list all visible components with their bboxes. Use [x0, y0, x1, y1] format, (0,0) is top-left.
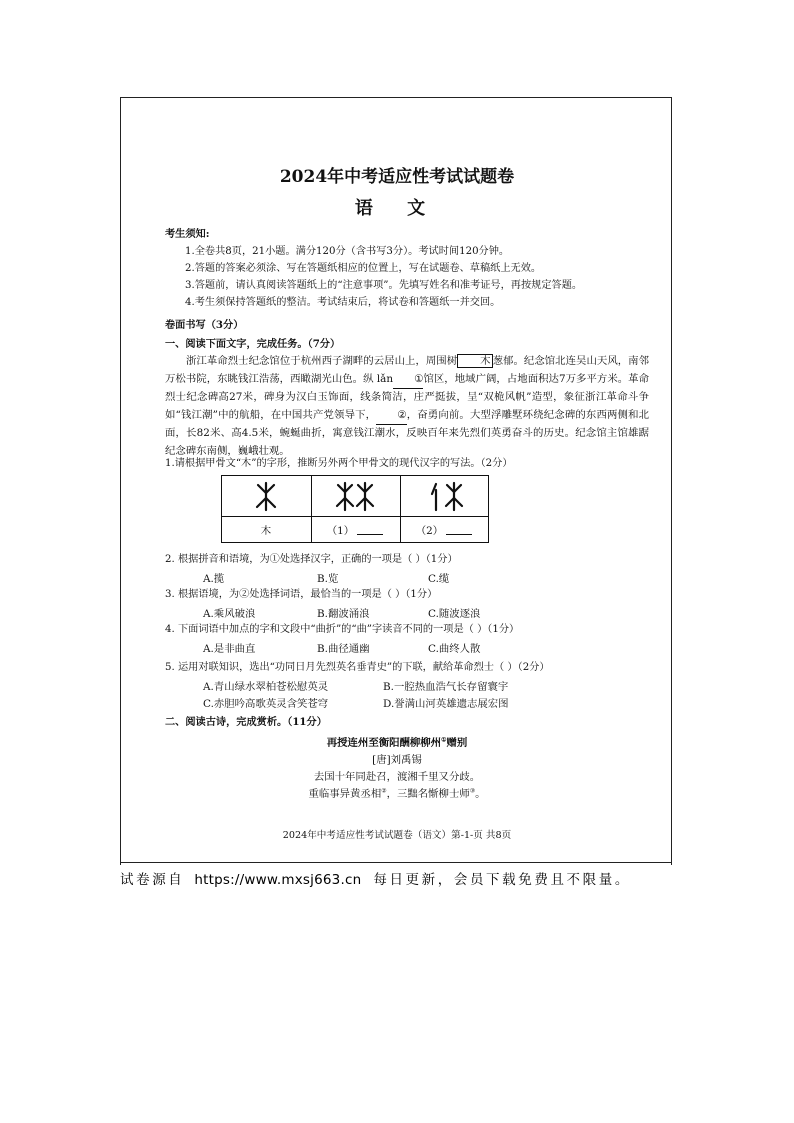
- notice-item-1: 1.全卷共8页，21小题。满分120分（含书写3分）。考试时间120分钟。: [185, 246, 510, 257]
- notice-item-3: 3.答题前，请认真阅读答题纸上的“注意事项”。先填写姓名和准考证号，再按规定答题。: [185, 280, 583, 291]
- q3-option-a: A.乘风破浪: [203, 608, 256, 620]
- q3-option-c: C.随波逐浪: [428, 608, 481, 620]
- oracle-wood-glyph: [222, 480, 310, 512]
- poem-author: [唐]刘禹锡: [372, 754, 422, 766]
- notice-heading: 考生须知:: [165, 228, 210, 240]
- page-bottom-border: [120, 862, 672, 863]
- boxed-character: 木: [457, 354, 492, 368]
- notice-item-4: 4.考生须保持答题纸的整洁。考试结束后，将试卷和答题纸一并交回。: [185, 297, 501, 308]
- q3-option-b: B.翻波涌浪: [317, 608, 370, 620]
- exam-title: 2024年中考适应性考试试题卷: [279, 167, 515, 187]
- oracle-cell-label-1: （1）: [311, 522, 399, 537]
- source-url-link[interactable]: https://www.mxsj663.cn: [194, 872, 362, 888]
- notice-item-2: 2.答题的答案必须涂、写在答题纸相应的位置上，写在试题卷、草稿纸上无效。: [185, 263, 542, 274]
- q2-option-c: C.缆: [428, 573, 450, 585]
- source-bar: [120, 868, 631, 888]
- oracle-rest-glyph: [400, 480, 488, 512]
- oracle-cell-label-wood: 木: [260, 525, 272, 537]
- section1-heading: 一、阅读下面文字，完成任务。（7分）: [165, 338, 341, 350]
- reading-passage: 浙江革命烈士纪念馆位于杭州西子湖畔的云居山上，周围树 木 葱郁。纪念馆北连吴山天风，南邻万松书院，东眺钱江浩荡，西瞰湖光山色。纵 lǎn ①馆区，地域广阔，占地面积达7万多平方米。革命烈士纪念碑高27米，碑身为汉白玉饰面，线条简洁，庄严挺拔，呈“双桅风帆”造型，象征浙江革命斗争如“钱江潮”中的航船，在中国共产党领导下， ②，奋勇向前。大型浮雕墅环绕纪念碑的东西两侧和北面，长82米、高4.5米，蜿蜒曲折，寓意钱江潮水，反映百年来先烈们英勇奋斗的历史。纪念馆主馆雄踞纪念碑东南侧，巍峨壮观。: [165, 355, 650, 457]
- poem-line-1: 去国十年同赴召，渡湘千里又分歧。: [313, 771, 481, 783]
- blank-1: ①: [393, 371, 423, 390]
- handwriting-score: 卷面书写（3分）: [165, 319, 244, 331]
- section2-heading: 二、阅读古诗，完成赏析。（11分）: [165, 716, 327, 728]
- q5-option-a: A.青山绿水翠柏苍松慰英灵: [203, 681, 329, 693]
- poem-title: 再授连州至衡阳酬柳柳州①赠别: [326, 736, 468, 749]
- question-1: 1.请根据甲骨文“木”的字形，推断另外两个甲骨文的现代汉字的写法。（2分）: [165, 458, 513, 469]
- q5-option-c: C.赤胆吟高歌英灵含笑苍穹: [203, 698, 329, 710]
- q4-option-b: B.曲径通幽: [317, 643, 370, 655]
- q2-option-a: A.揽: [203, 573, 225, 585]
- exam-page: [120, 97, 672, 865]
- q4-option-a: A.是非曲直: [203, 643, 256, 655]
- question-2: 2. 根据拼音和语境，为①处选择汉字，正确的一项是（ ）（1分）: [165, 554, 458, 565]
- oracle-bone-table: [221, 475, 489, 543]
- page-footer: 2024年中考适应性考试试题卷（语文）第-1-页 共8页: [282, 830, 512, 841]
- source-promo: 每日更新，会员下载免费且不限量。: [373, 872, 631, 888]
- source-prefix: 试卷源自: [120, 872, 185, 888]
- blank-2: ②: [376, 407, 406, 426]
- question-5: 5. 运用对联知识，选出“功同日月先烈英名垂青史”的下联，献给革命烈士（ ）（2分）: [165, 662, 550, 673]
- oracle-forest-glyph: [311, 480, 399, 512]
- oracle-cell-label-2: （2）: [400, 522, 488, 537]
- subject-title: 语 文: [354, 198, 440, 219]
- question-3: 3. 根据语境，为②处选择词语，最恰当的一项是（ ）（1分）: [165, 589, 438, 600]
- q5-option-b: B.一腔热血浩气长存留寰宇: [383, 681, 509, 693]
- q4-option-c: C.曲终人散: [428, 643, 481, 655]
- q5-option-d: D.誉满山河英雄遗志展宏图: [383, 698, 509, 710]
- q2-option-b: B.览: [317, 573, 339, 585]
- question-4: 4. 下面词语中加点的字和文段中“曲折”的“曲”字读音不同的一项是（ ）（1分）: [165, 624, 520, 635]
- poem-line-2: 重临事异黄丞相②，三黜名惭柳士师③。: [308, 787, 486, 800]
